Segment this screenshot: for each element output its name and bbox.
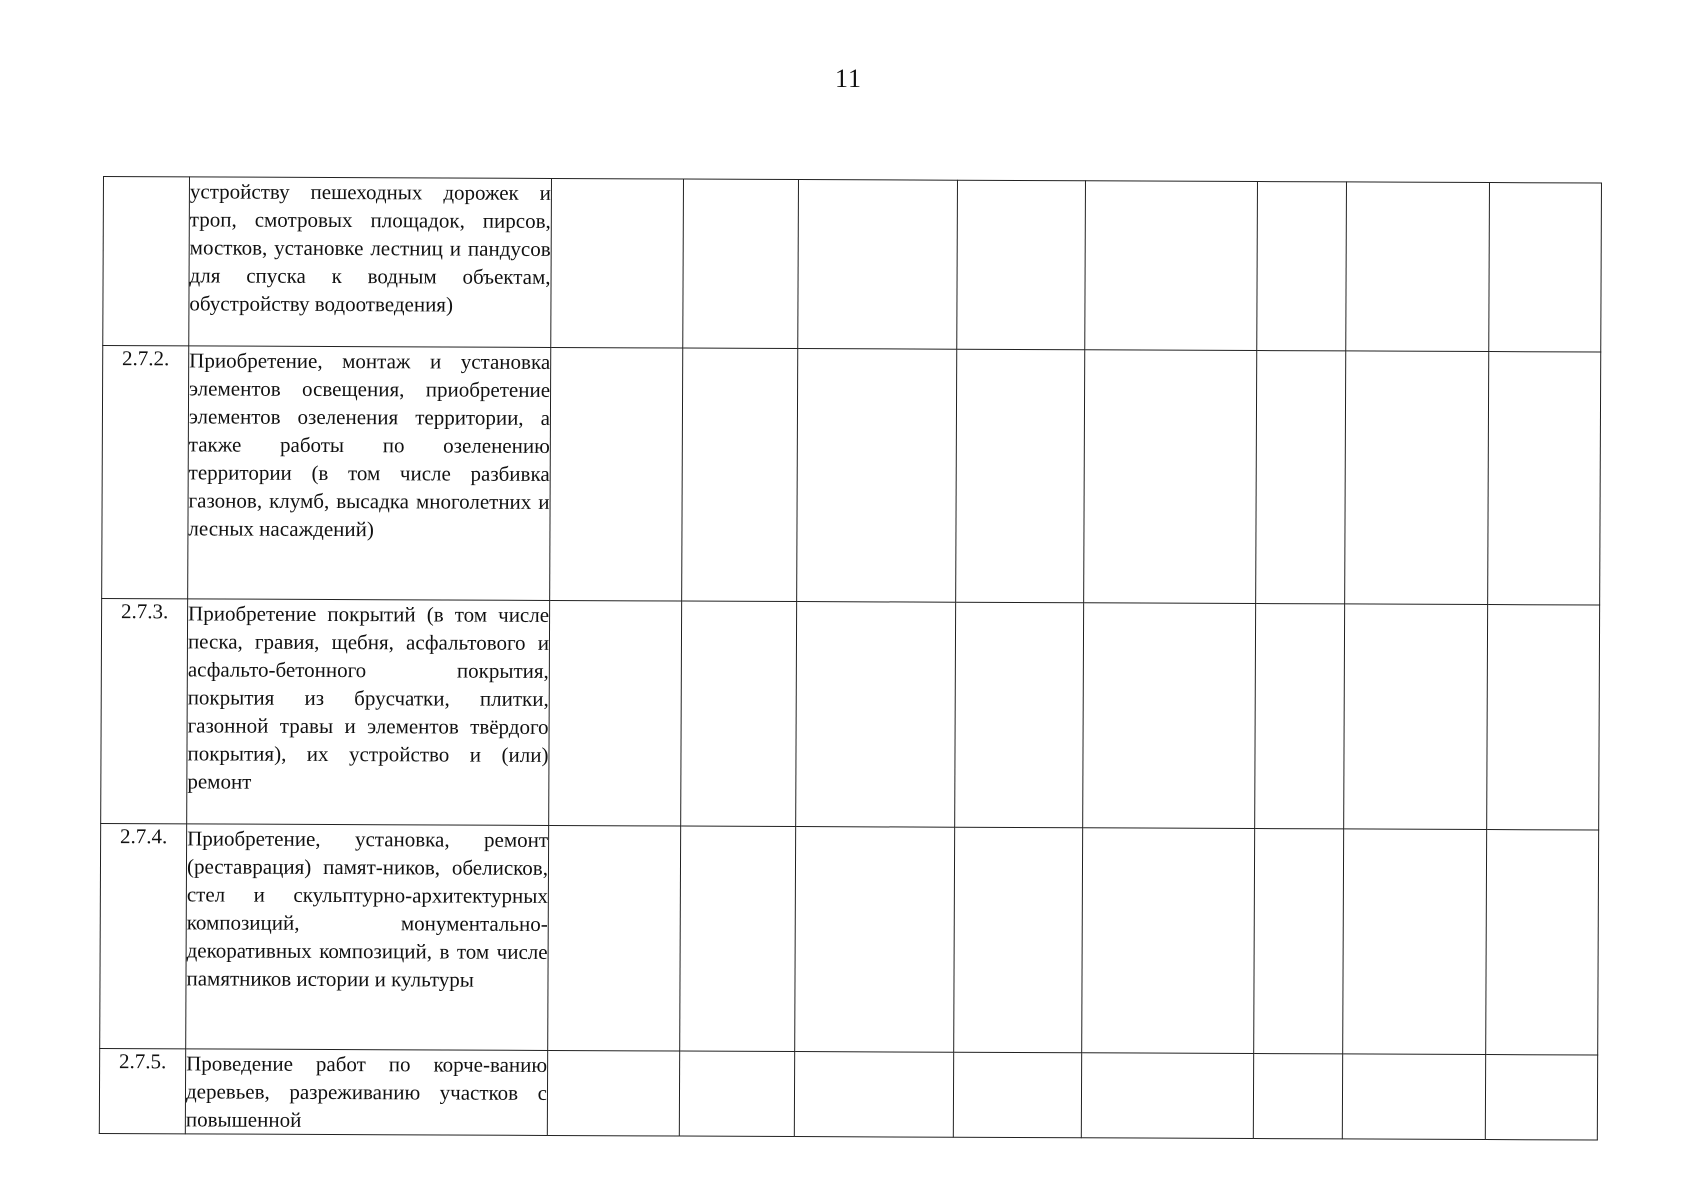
- empty-cell: [549, 600, 682, 826]
- data-table: [99, 176, 1602, 1141]
- empty-cell: [1343, 829, 1487, 1055]
- empty-cell: [680, 826, 796, 1051]
- empty-cell: [797, 349, 957, 603]
- table-row: [103, 177, 1602, 353]
- empty-cell: [956, 349, 1085, 603]
- empty-cell: [683, 179, 799, 349]
- empty-cell: [681, 601, 797, 826]
- empty-cell: [1487, 605, 1600, 830]
- empty-cell: [1256, 351, 1346, 604]
- row-number: [103, 177, 190, 346]
- empty-cell: [1083, 603, 1256, 829]
- row-description: Приобретение, монтаж и установка элементов освещения, приобретение элементов озеленения территории, а также работы по озеленению территории (в том числе разбивка газонов, клумб, высадка многолетних и лесных насаждений): [188, 346, 551, 601]
- empty-cell: [1254, 829, 1344, 1054]
- row-description: Проведение работ по корче-ванию деревьев, разреживанию участков с повышенной: [185, 1049, 547, 1136]
- empty-cell: [1485, 1055, 1597, 1140]
- empty-cell: [953, 1052, 1081, 1138]
- row-description: Приобретение, установка, ремонт (реставрация) памят-ников, обелисков, стел и скульптурно-архитектурных композиций, монументально-декоративных композиций, в том числе памятников истории и культуры: [186, 824, 549, 1051]
- empty-cell: [1082, 828, 1255, 1054]
- empty-cell: [1342, 1054, 1485, 1140]
- empty-cell: [1344, 604, 1488, 830]
- row-number: 2.7.3.: [101, 598, 188, 823]
- empty-cell: [551, 178, 684, 348]
- empty-cell: [955, 602, 1084, 828]
- empty-cell: [795, 827, 955, 1053]
- empty-cell: [1084, 350, 1257, 604]
- empty-cell: [550, 347, 683, 601]
- empty-cell: [794, 1052, 953, 1138]
- table-row: [101, 598, 1600, 830]
- empty-cell: [1486, 830, 1599, 1055]
- row-number: 2.7.5.: [99, 1048, 185, 1133]
- empty-cell: [1345, 351, 1489, 605]
- empty-cell: [1488, 352, 1601, 605]
- empty-cell: [1253, 1054, 1342, 1139]
- empty-cell: [1257, 182, 1347, 351]
- empty-cell: [1085, 181, 1258, 351]
- empty-cell: [1489, 183, 1602, 352]
- empty-cell: [957, 180, 1086, 350]
- empty-cell: [1346, 182, 1490, 352]
- empty-cell: [1081, 1053, 1253, 1139]
- table-row: [102, 346, 1601, 606]
- table-row: [99, 1048, 1597, 1140]
- empty-cell: [547, 1050, 679, 1136]
- row-description: Приобретение покрытий (в том числе песка, гравия, щебня, асфальтового и асфальто-бетонного покрытия, покрытия из брусчатки, плитки, газонной травы и элементов твёрдого покрытия), их устройство и (или) ремонт: [187, 599, 550, 826]
- page-number: 11: [834, 64, 863, 93]
- table-row: [100, 823, 1599, 1055]
- empty-cell: [796, 602, 956, 828]
- empty-cell: [1255, 604, 1345, 829]
- empty-cell: [682, 348, 798, 601]
- row-description: устройству пешеходных дорожек и троп, смотровых площадок, пирсов, мостков, установке лестниц и пандусов для спуска к водным объектам, обустройству водоотведения): [189, 177, 552, 348]
- row-number: 2.7.2.: [102, 346, 189, 599]
- empty-cell: [548, 825, 681, 1051]
- empty-cell: [954, 827, 1083, 1053]
- row-number: 2.7.4.: [100, 823, 187, 1048]
- empty-cell: [679, 1051, 794, 1137]
- empty-cell: [798, 180, 958, 350]
